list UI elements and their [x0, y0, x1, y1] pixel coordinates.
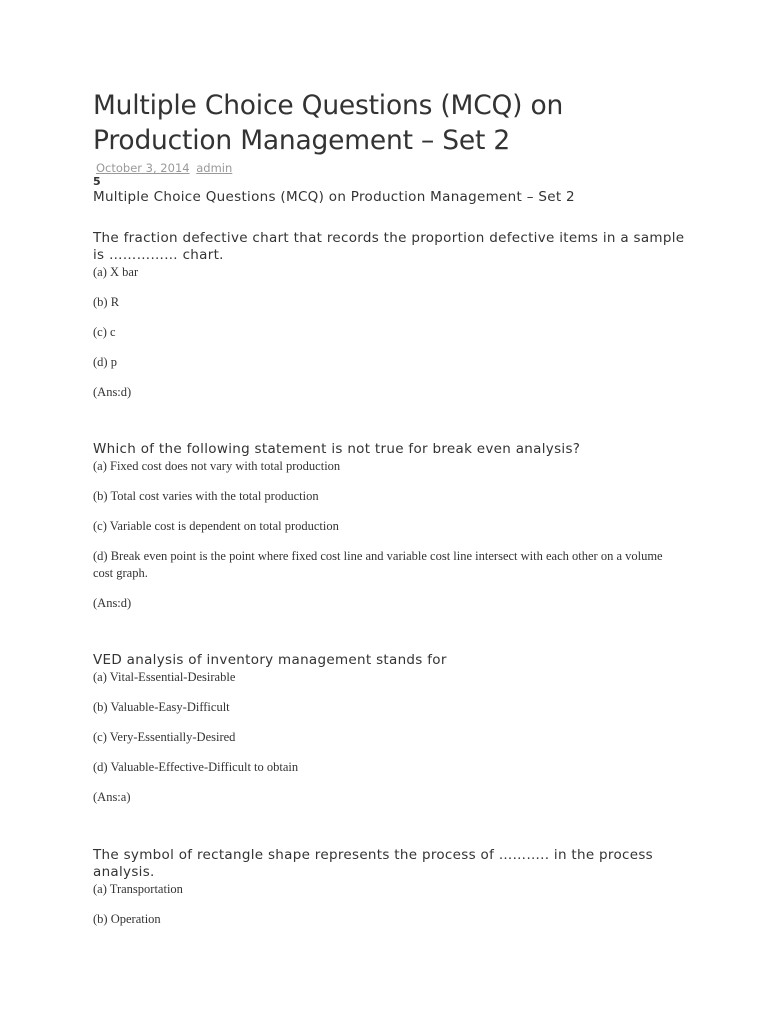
answer-option: (c) Variable cost is dependent on total production: [93, 519, 339, 533]
question-text: The symbol of rectangle shape represents the process of ……….. in the process analysis.: [93, 847, 654, 880]
answer-option: (c) c: [93, 325, 116, 339]
answer-key: (Ans:d): [93, 385, 132, 399]
post-heading: Multiple Choice Questions (MCQ) on Production Management – Set 2: [93, 189, 575, 205]
answer-option: (b) Total cost varies with the total production: [93, 489, 319, 503]
answer-key: (Ans:a): [93, 790, 131, 804]
question-text: The fraction defective chart that records the proportion defective items in a sample is …………… chart.: [93, 230, 685, 263]
answer-key: (Ans:d): [93, 596, 132, 610]
comment-count[interactable]: 5: [93, 175, 101, 188]
answer-option: (a) Fixed cost does not vary with total production: [93, 459, 341, 473]
answer-option: (b) R: [93, 295, 120, 309]
answer-option: (c) Very-Essentially-Desired: [93, 730, 236, 744]
question-text: VED analysis of inventory management stands for: [93, 652, 447, 668]
answer-option: (b) Operation: [93, 912, 161, 926]
post-date-link[interactable]: October 3, 2014: [96, 161, 190, 175]
answer-option: (b) Valuable-Easy-Difficult: [93, 700, 230, 714]
answer-option: (d) Break even point is the point where fixed cost line and variable cost line intersect with each other on a volume cost graph.: [93, 549, 663, 580]
post-author-link[interactable]: admin: [196, 161, 233, 175]
article: [93, 88, 693, 926]
question-block: [93, 847, 693, 926]
question-text: Which of the following statement is not true for break even analysis?: [93, 441, 581, 457]
answer-option: (d) Valuable-Effective-Difficult to obtain: [93, 760, 299, 774]
post-meta: [93, 161, 693, 176]
page-title: Multiple Choice Questions (MCQ) on Production Management – Set 2: [93, 90, 564, 156]
answer-option: (a) Transportation: [93, 882, 183, 896]
answer-option: (a) Vital-Essential-Desirable: [93, 670, 236, 684]
question-block: [93, 441, 693, 610]
answer-option: (a) X bar: [93, 265, 139, 279]
question-block: [93, 230, 693, 399]
question-block: [93, 652, 693, 804]
answer-option: (d) p: [93, 355, 117, 369]
